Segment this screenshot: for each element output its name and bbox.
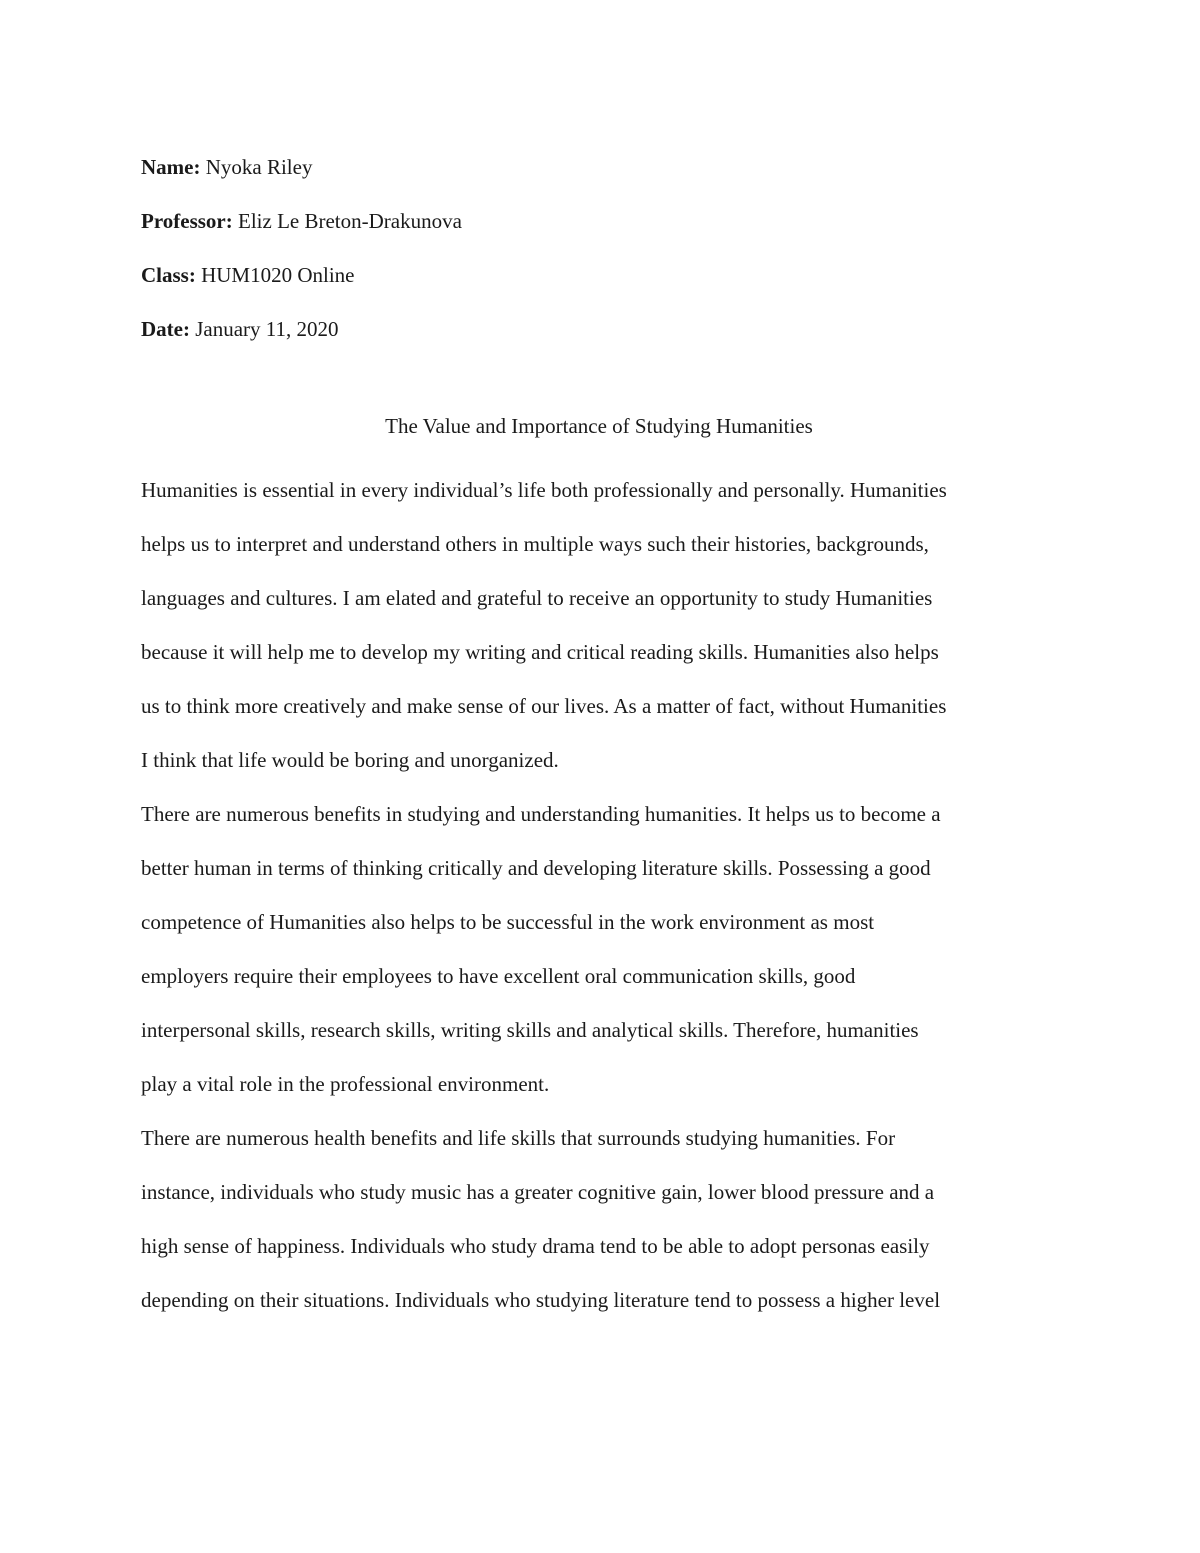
body-line: better human in terms of thinking critically and developing literature skills. Possessing a good xyxy=(141,856,931,880)
body-line: There are numerous benefits in studying and understanding humanities. It helps us to become a xyxy=(141,802,941,826)
body-line: depending on their situations. Individuals who studying literature tend to possess a higher level xyxy=(141,1288,941,1312)
body-line: Humanities is essential in every individual’s life both professionally and personally. Humanities xyxy=(141,478,947,502)
body-line: play a vital role in the professional environment. xyxy=(141,1072,550,1096)
body-line: I think that life would be boring and unorganized. xyxy=(141,748,559,772)
student-info-header xyxy=(141,140,1041,356)
body-line: high sense of happiness. Individuals who study drama tend to be able to adopt personas easily xyxy=(141,1234,930,1258)
class-label: Class: xyxy=(141,263,196,287)
professor-line xyxy=(141,194,1041,248)
class-line xyxy=(141,248,1041,302)
body-line: languages and cultures. I am elated and grateful to receive an opportunity to study Humanities xyxy=(141,586,933,610)
body-line: helps us to interpret and understand others in multiple ways such their histories, backgrounds, xyxy=(141,532,929,556)
name-value: Nyoka Riley xyxy=(205,155,313,179)
date-label: Date: xyxy=(141,317,190,341)
name-label: Name: xyxy=(141,155,201,179)
professor-label: Professor: xyxy=(141,209,233,233)
essay-body xyxy=(141,463,1081,1327)
body-line: because it will help me to develop my writing and critical reading skills. Humanities also helps xyxy=(141,640,939,664)
essay-title: The Value and Importance of Studying Humanities xyxy=(385,414,813,438)
professor-value: Eliz Le Breton-Drakunova xyxy=(238,209,462,233)
date-line xyxy=(141,302,1041,356)
body-line: There are numerous health benefits and life skills that surrounds studying humanities. For xyxy=(141,1126,896,1150)
name-line xyxy=(141,140,1041,194)
body-line: us to think more creatively and make sense of our lives. As a matter of fact, without Humanities xyxy=(141,694,947,718)
body-line: instance, individuals who study music has a greater cognitive gain, lower blood pressure and a xyxy=(141,1180,935,1204)
body-line: employers require their employees to have excellent oral communication skills, good xyxy=(141,964,856,988)
body-line: interpersonal skills, research skills, writing skills and analytical skills. Therefore, humanities xyxy=(141,1018,919,1042)
class-value: HUM1020 Online xyxy=(201,263,355,287)
date-value: January 11, 2020 xyxy=(195,317,339,341)
body-line: competence of Humanities also helps to be successful in the work environment as most xyxy=(141,910,875,934)
